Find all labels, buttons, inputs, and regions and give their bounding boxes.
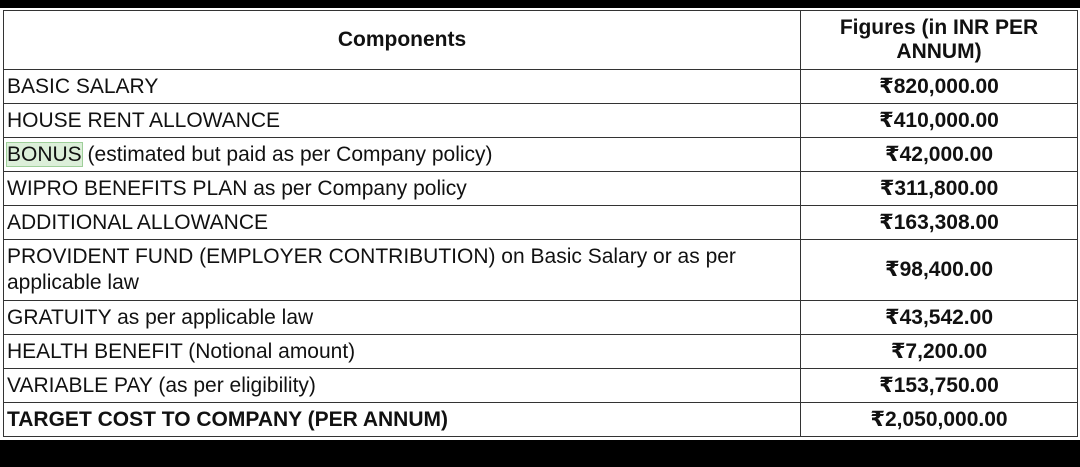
table-row <box>4 172 1078 206</box>
table-row <box>4 206 1078 240</box>
row-value: ₹410,000.00 <box>801 104 1078 138</box>
row-value: ₹7,200.00 <box>801 335 1078 369</box>
total-value: ₹2,050,000.00 <box>801 403 1078 437</box>
table-row <box>4 70 1078 104</box>
table-header-row <box>4 11 1078 70</box>
row-label: HEALTH BENEFIT (Notional amount) <box>4 335 801 369</box>
total-label: TARGET COST TO COMPANY (PER ANNUM) <box>4 403 801 437</box>
row-label: HOUSE RENT ALLOWANCE <box>4 104 801 138</box>
table-row <box>4 301 1078 335</box>
row-value: ₹43,542.00 <box>801 301 1078 335</box>
row-value: ₹311,800.00 <box>801 172 1078 206</box>
row-value: ₹98,400.00 <box>801 240 1078 301</box>
table-row <box>4 104 1078 138</box>
row-value: ₹820,000.00 <box>801 70 1078 104</box>
header-components: Components <box>4 11 801 70</box>
row-value: ₹42,000.00 <box>801 138 1078 172</box>
table-row <box>4 138 1078 172</box>
row-label: BASIC SALARY <box>4 70 801 104</box>
highlighted-text: BONUS <box>7 142 82 166</box>
header-figures: Figures (in INR PER ANNUM) <box>801 11 1078 70</box>
row-label: ADDITIONAL ALLOWANCE <box>4 206 801 240</box>
table-row <box>4 335 1078 369</box>
total-row <box>4 403 1078 437</box>
row-label: WIPRO BENEFITS PLAN as per Company policy <box>4 172 801 206</box>
salary-components-table <box>3 10 1078 437</box>
row-label: PROVIDENT FUND (EMPLOYER CONTRIBUTION) on Basic Salary or as per applicable law <box>4 240 801 301</box>
row-label: GRATUITY as per applicable law <box>4 301 801 335</box>
row-value: ₹153,750.00 <box>801 369 1078 403</box>
row-label-bonus <box>4 138 801 172</box>
row-value: ₹163,308.00 <box>801 206 1078 240</box>
table-row <box>4 369 1078 403</box>
row-label-rest: (estimated but paid as per Company policy) <box>81 142 493 166</box>
row-label: VARIABLE PAY (as per eligibility) <box>4 369 801 403</box>
table-row <box>4 240 1078 301</box>
document-sheet <box>0 8 1080 440</box>
